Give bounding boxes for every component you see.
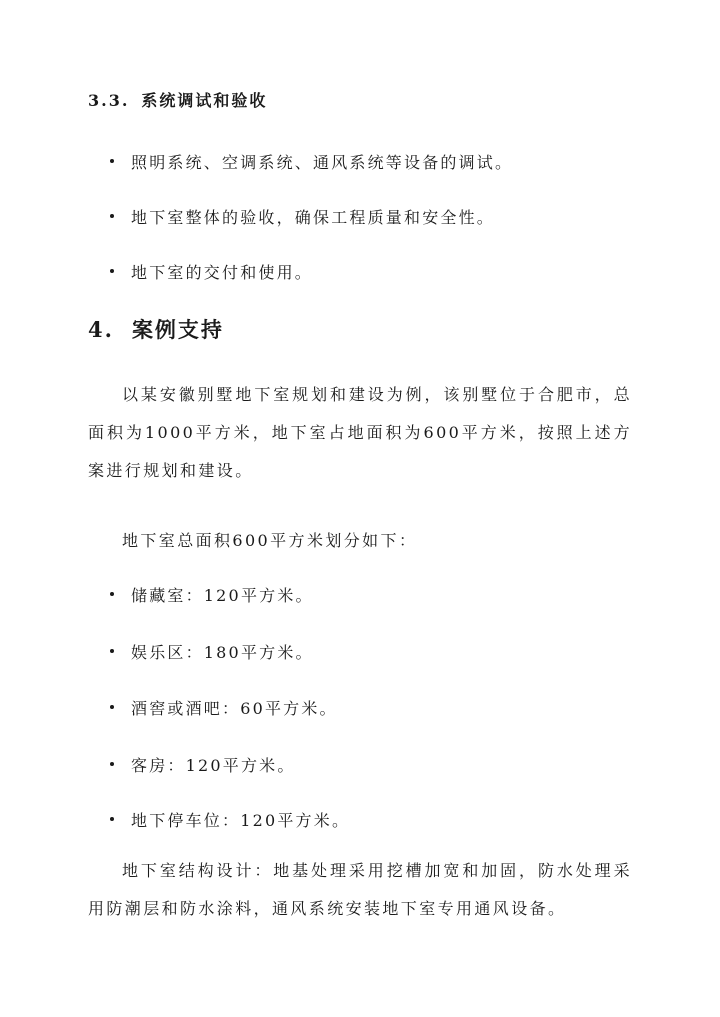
subsection-title: 系统调试和验收 — [141, 91, 268, 110]
subsection-heading — [88, 88, 267, 111]
section-number: 4. — [88, 317, 114, 342]
bullet-icon — [110, 762, 114, 766]
list-item-text: 地下停车位：120平方米。 — [131, 811, 351, 830]
bullet-icon — [110, 817, 114, 821]
list-item-text: 储藏室：120平方米。 — [131, 586, 314, 605]
subsection-number: 3.3. — [88, 91, 130, 110]
section-heading — [88, 314, 224, 344]
bullet-icon — [110, 269, 114, 273]
list-item-text: 地下室整体的验收，确保工程质量和安全性。 — [131, 208, 496, 227]
list-item-text: 照明系统、空调系统、通风系统等设备的调试。 — [131, 153, 514, 172]
list-item-text: 地下室的交付和使用。 — [131, 263, 314, 282]
area-intro: 地下室总面积600平方米划分如下： — [122, 531, 418, 550]
bullet-icon — [110, 159, 114, 163]
intro-paragraph: 以某安徽别墅地下室规划和建设为例，该别墅位于合肥市，总面积为1000平方米，地下室占地面积为600平方米，按照上述方案进行规划和建设。 — [88, 385, 632, 480]
bullet-icon — [110, 214, 114, 218]
bullet-icon — [110, 705, 114, 709]
list-item-text: 客房：120平方米。 — [131, 756, 296, 775]
structure-paragraph: 地下室结构设计：地基处理采用挖槽加宽和加固，防水处理采用防潮层和防水涂料，通风系统安装地下室专用通风设备。 — [88, 861, 632, 918]
list-item-text: 酒窖或酒吧：60平方米。 — [131, 699, 338, 718]
list-item-text: 娱乐区：180平方米。 — [131, 643, 314, 662]
bullet-icon — [110, 592, 114, 596]
bullet-icon — [110, 649, 114, 653]
section-title: 案例支持 — [131, 317, 224, 342]
